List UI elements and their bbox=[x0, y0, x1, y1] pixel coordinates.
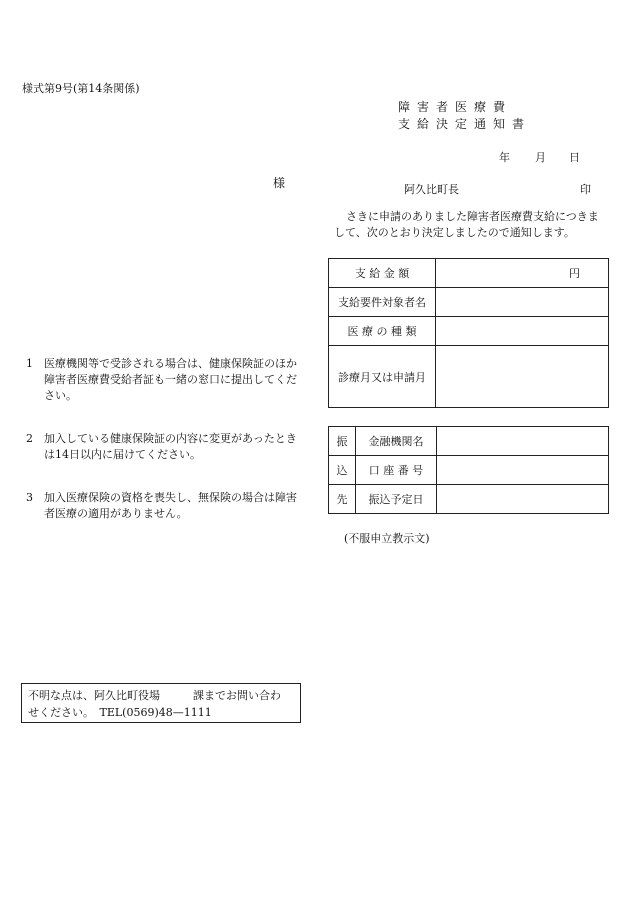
account-number-value bbox=[437, 456, 609, 485]
medical-type-label: 医 療 の 種 類 bbox=[329, 317, 436, 346]
note-item bbox=[26, 490, 306, 522]
date-year: 年 bbox=[499, 151, 510, 164]
table-row bbox=[329, 346, 609, 408]
account-number-label: 口 座 番 号 bbox=[356, 456, 437, 485]
date-month: 月 bbox=[535, 151, 546, 164]
note-text: 加入医療保険の資格を喪失し、無保険の場合は障害者医療の適用がありません。 bbox=[44, 491, 297, 520]
payment-amount-label: 支 給 金 額 bbox=[329, 259, 436, 288]
bank-name-label: 金融機関名 bbox=[356, 427, 437, 456]
transfer-group-char-3: 先 bbox=[329, 485, 356, 514]
table-row bbox=[329, 456, 609, 485]
document-title-line2: 支給決定通知書 bbox=[398, 117, 532, 131]
bank-transfer-table bbox=[328, 426, 609, 514]
document-title-line1: 障害者医療費 bbox=[398, 100, 513, 114]
recipient-name-value bbox=[436, 288, 609, 317]
table-row bbox=[329, 485, 609, 514]
form-number-label: 様式第9号(第14条関係) bbox=[22, 82, 140, 95]
table-row bbox=[329, 288, 609, 317]
transfer-group-char-1: 振 bbox=[329, 427, 356, 456]
recipient-name-label: 支給要件対象者名 bbox=[329, 288, 436, 317]
table-row bbox=[329, 427, 609, 456]
note-text: 医療機関等で受診される場合は、健康保険証のほか障害者医療費受給者証も一緒の窓口に提出してください。 bbox=[44, 357, 297, 402]
treatment-month-value bbox=[436, 346, 609, 408]
treatment-month-label: 診療月又は申請月 bbox=[329, 346, 436, 408]
note-item bbox=[26, 356, 306, 404]
table-row bbox=[329, 317, 609, 346]
transfer-date-label: 振込予定日 bbox=[356, 485, 437, 514]
transfer-group-char-2: 込 bbox=[329, 456, 356, 485]
bank-name-value bbox=[437, 427, 609, 456]
note-item bbox=[26, 431, 306, 463]
contact-line2: せください。 TEL(0569)48—1111 bbox=[28, 706, 212, 719]
transfer-date-value bbox=[437, 485, 609, 514]
note-number: 2 bbox=[26, 432, 33, 445]
contact-box bbox=[21, 683, 301, 723]
medical-type-value bbox=[436, 317, 609, 346]
note-number: 1 bbox=[26, 357, 33, 370]
date-day: 日 bbox=[569, 151, 580, 164]
note-text: 加入している健康保険証の内容に変更があったときは14日以内に届けてください。 bbox=[44, 432, 297, 461]
issuer-name: 阿久比町長 bbox=[404, 183, 459, 196]
payment-amount-value: 円 bbox=[436, 259, 609, 288]
issuer-seal: 印 bbox=[580, 183, 591, 196]
contact-line1: 不明な点は、阿久比町役場 課までお問い合わ bbox=[28, 689, 281, 702]
appeal-notice: (不服申立教示文) bbox=[344, 532, 430, 545]
intro-text: さきに申請のありました障害者医療費支給につきまして、次のとおり決定しましたので通知します。 bbox=[334, 210, 599, 239]
addressee-suffix: 様 bbox=[273, 176, 286, 190]
note-number: 3 bbox=[26, 491, 33, 504]
table-row bbox=[329, 259, 609, 288]
payment-details-table bbox=[328, 258, 609, 408]
